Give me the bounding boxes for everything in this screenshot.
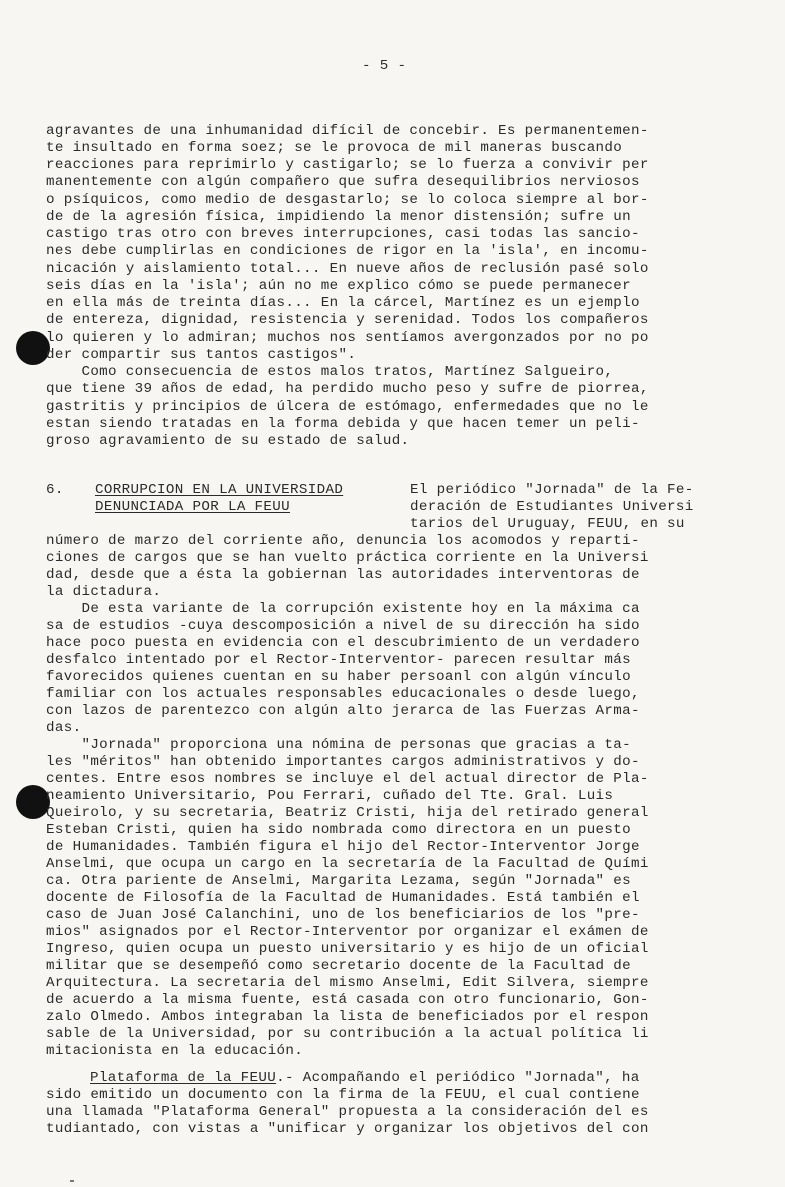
text-line: dad, desde que a ésta la gobiernan las autoridades interventoras de — [46, 567, 640, 583]
text-line: hace poco puesta en evidencia con el descubrimiento de un verdadero — [46, 635, 640, 651]
text-line: o psíquicos, como medio de desgastarlo; se lo coloca siempre al bor- — [46, 192, 649, 208]
text-line: en ella más de treinta días... En la cárcel, Martínez es un ejemplo — [46, 295, 640, 311]
section-title-line: CORRUPCION EN LA UNIVERSIDAD — [95, 482, 344, 498]
text-line: zalo Olmedo. Ambos integraban la lista de beneficiados por el respon — [46, 1009, 649, 1025]
text-line: De esta variante de la corrupción existente hoy en la máxima ca — [46, 601, 640, 617]
text-line: Ingreso, quien ocupa un puesto universitario y es hijo de un oficial — [46, 941, 649, 957]
text-line: mios" asignados por el Rector-Interventor por organizar el exámen de — [46, 924, 649, 940]
section-number: 6. — [46, 482, 64, 498]
page-number: - 5 - — [362, 58, 407, 74]
section-intro-line: tarios del Uruguay, FEUU, en su — [410, 516, 685, 532]
text-line: una llamada "Plataforma General" propuesta a la consideración del es — [46, 1104, 649, 1120]
text-line: sa de estudios -cuya descomposición a nivel de su dirección ha sido — [46, 618, 640, 634]
text-line: con lazos de parentezco con algún alto jerarca de las Fuerzas Arma- — [46, 703, 640, 719]
text-line: desfalco intentado por el Rector-Interventor- parecen resultar más — [46, 652, 632, 668]
text-line: gastritis y principios de úlcera de estómago, enfermedades que no le — [46, 399, 649, 415]
text-line: nicación y aislamiento total... En nueve años de reclusión pasé solo — [46, 261, 649, 277]
plataforma-first-line — [90, 1070, 640, 1087]
text-line: Esteban Cristi, quien ha sido nombrada como directora en un puesto — [46, 822, 632, 838]
text-line: te insultado en forma soez; se le provoca de mil maneras buscando — [46, 140, 623, 156]
text-line: sable de la Universidad, por su contribución a la actual política li — [46, 1026, 649, 1042]
text-line: tudiantado, con vistas a "unificar y organizar los objetivos del con — [46, 1121, 649, 1137]
text-line: agravantes de una inhumanidad difícil de concebir. Es permanentemen- — [46, 123, 649, 139]
section-title-line: DENUNCIADA POR LA FEUU — [95, 499, 291, 515]
text-line: "Jornada" proporciona una nómina de personas que gracias a ta- — [46, 737, 632, 753]
text-line: les "méritos" han obtenido importantes cargos administrativos y do- — [46, 754, 640, 770]
text-line: Queirolo, y su secretaria, Beatriz Cristi, hija del retirado general — [46, 805, 649, 821]
binder-hole-bottom — [16, 785, 50, 819]
text-line: centes. Entre esos nombres se incluye el del actual director de Pla- — [46, 771, 649, 787]
page-mark — [70, 1180, 74, 1182]
text-line: nes debe cumplirlas en condiciones de rigor en la 'isla', en incomu- — [46, 243, 649, 259]
text-line: de acuerdo a la misma fuente, está casada con otro funcionario, Gon- — [46, 992, 649, 1008]
text-line: reacciones para reprimirlo y castigarlo; se lo fuerza a convivir per — [46, 157, 649, 173]
text-line: neamiento Universitario, Pou Ferrari, cuñado del Tte. Gral. Luis — [46, 788, 614, 804]
text-line: favorecidos quienes cuentan en su haber persoanl con algún vínculo — [46, 669, 632, 685]
text-line: familiar con los actuales responsables educacionales o desde luego, — [46, 686, 640, 702]
binder-hole-top — [16, 331, 50, 365]
text-line: seis días en la 'isla'; aún no me explico cómo se puede permanecer — [46, 278, 632, 294]
text-line: das. — [46, 720, 82, 736]
text-line: Arquitectura. La secretaria del mismo Anselmi, Edit Silvera, siempre — [46, 975, 649, 991]
text-line: la dictadura. — [46, 584, 162, 600]
text-line: estan siendo tratadas en la forma debida y que hacen temer un peli- — [46, 416, 640, 432]
text-line: lo quieren y lo admiran; muchos nos sentíamos avergonzados por no po — [46, 330, 649, 346]
text-line: groso agravamiento de su estado de salud. — [46, 433, 410, 449]
plataforma-heading: Plataforma de la FEUU — [90, 1070, 277, 1086]
text-line: caso de Juan José Calanchini, uno de los beneficiarios de los "pre- — [46, 907, 640, 923]
section-intro-line: deración de Estudiantes Universi — [410, 499, 694, 515]
section-intro-line: El periódico "Jornada" de la Fe- — [410, 482, 694, 498]
text-line: Como consecuencia de estos malos tratos, Martínez Salgueiro, — [46, 364, 614, 380]
text-line: manentemente con algún compañero que sufra desequilibrios nerviosos — [46, 174, 640, 190]
text-line: ciones de cargos que se han vuelto práctica corriente en la Universi — [46, 550, 649, 566]
text-line: militar que se desempeñó como secretario docente de la Facultad de — [46, 958, 632, 974]
text-line: docente de Filosofía de la Facultad de Humanidades. Está también el — [46, 890, 640, 906]
text-line: de de la agresión física, impidiendo la menor distensión; sufre un — [46, 209, 632, 225]
text-line: número de marzo del corriente año, denuncia los acomodos y reparti- — [46, 533, 640, 549]
text-line: sido emitido un documento con la firma de la FEUU, el cual contiene — [46, 1087, 640, 1103]
text-line: de entereza, dignidad, resistencia y serenidad. Todos los compañeros — [46, 312, 649, 328]
text-line: Anselmi, que ocupa un cargo en la secretaría de la Facultad de Quími — [46, 856, 649, 872]
text-line: mitacionista en la educación. — [46, 1043, 304, 1059]
plataforma-first-rest: .- Acompañando el periódico "Jornada", ha — [276, 1070, 640, 1086]
text-line: ca. Otra pariente de Anselmi, Margarita Lezama, según "Jornada" es — [46, 873, 632, 889]
text-line: der compartir sus tantos castigos". — [46, 347, 357, 363]
text-line: castigo tras otro con breves interrupciones, casi todas las sancio- — [46, 226, 640, 242]
text-line: que tiene 39 años de edad, ha perdido mucho peso y sufre de piorrea, — [46, 381, 649, 397]
text-line: de Humanidades. También figura el hijo del Rector-Interventor Jorge — [46, 839, 640, 855]
